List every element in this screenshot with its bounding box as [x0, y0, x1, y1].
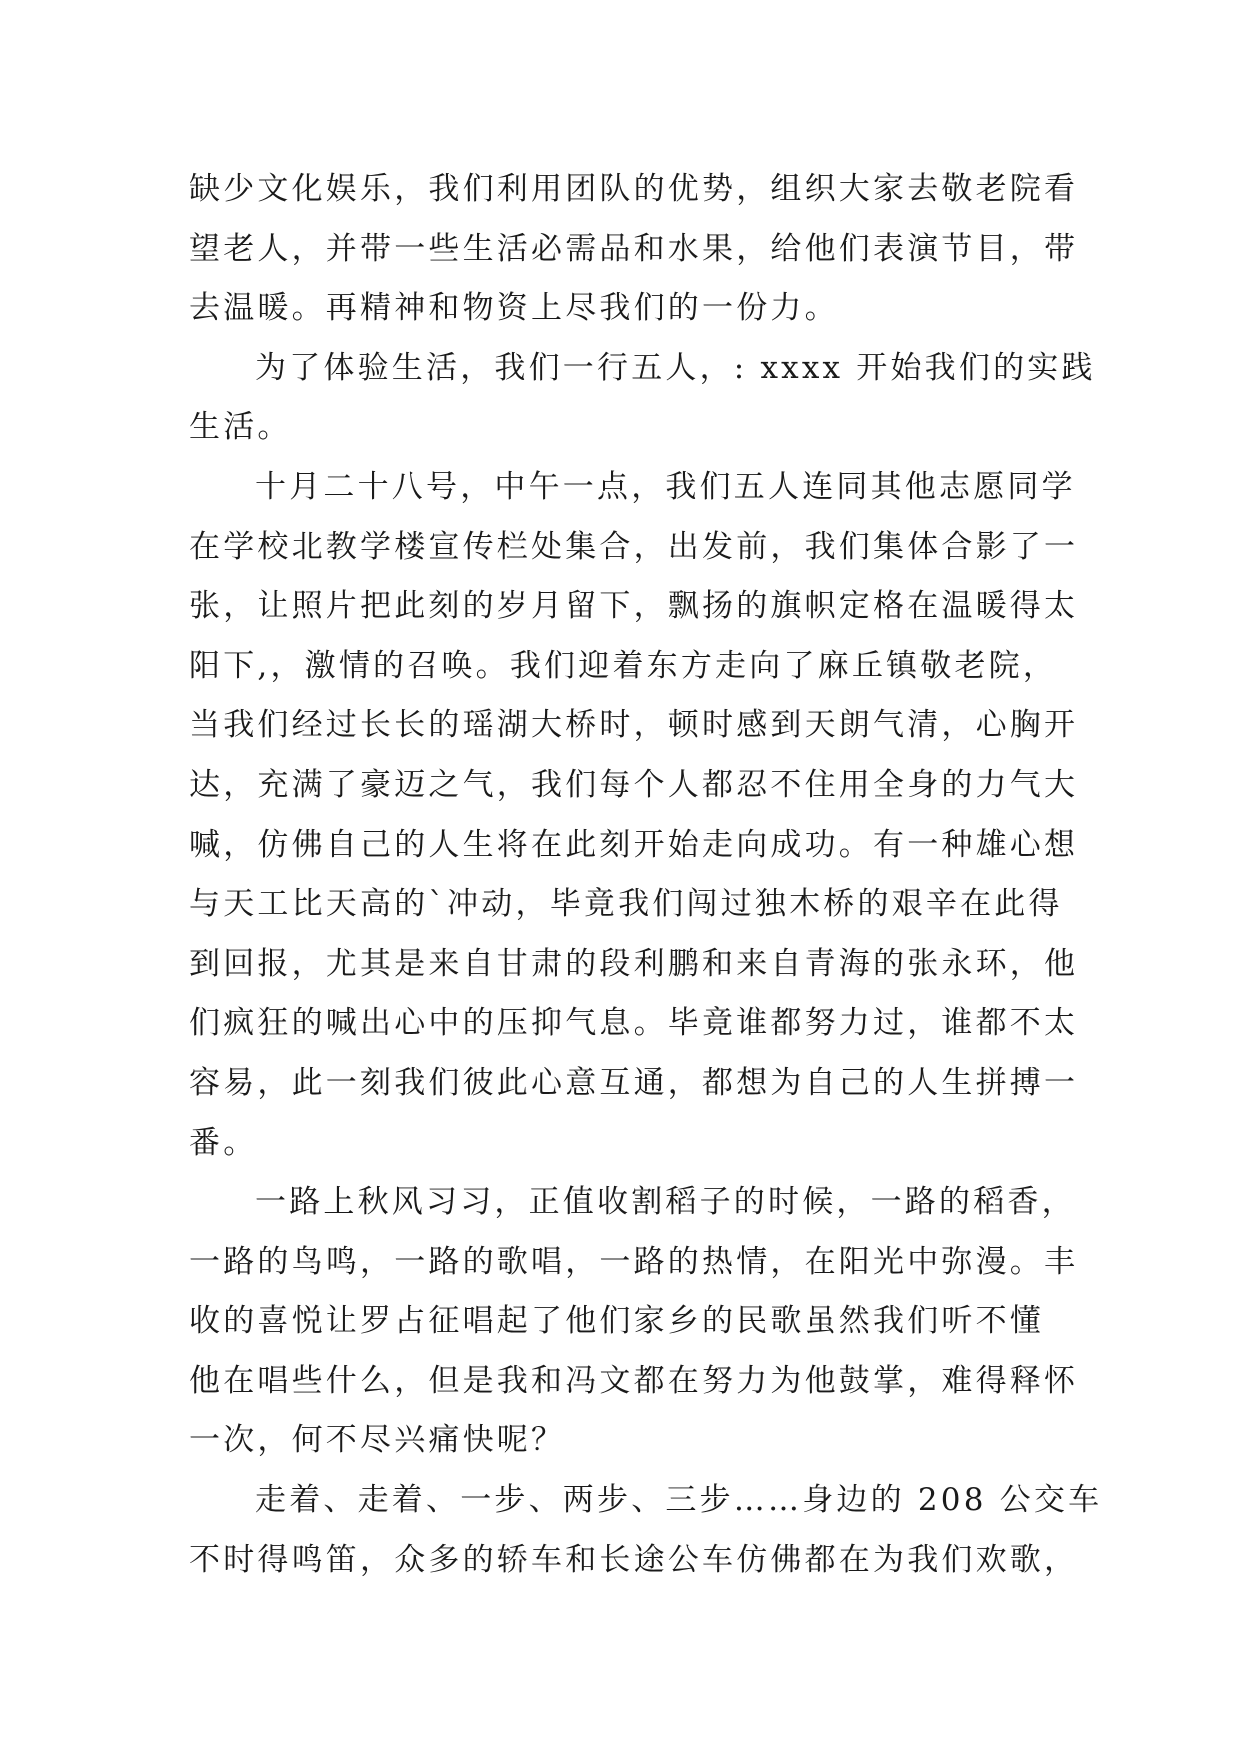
- text-line: 容易，此一刻我们彼此心意互通，都想为自己的人生拼搏一: [189, 1064, 1079, 1101]
- paragraph-first-line: 为了体验生活，我们一行五人，: xxxx 开始我们的实践: [255, 349, 1096, 386]
- text-line: 在学校北教学楼宣传栏处集合，出发前，我们集体合影了一: [189, 528, 1079, 565]
- text-line: 阳下,，激情的召唤。我们迎着东方走向了麻丘镇敬老院，: [189, 647, 1058, 684]
- text-line: 番。: [189, 1124, 258, 1161]
- text-line: 张，让照片把此刻的岁月留下，飘扬的旗帜定格在温暖得太: [189, 588, 1079, 625]
- text-line: 他在唱些什么，但是我和冯文都在努力为他鼓掌，难得释怀: [189, 1362, 1079, 1399]
- text-line: 当我们经过长长的瑶湖大桥时，顿时感到天朗气清，心胸开: [189, 707, 1079, 744]
- text-line: 缺少文化娱乐，我们利用团队的优势，组织大家去敬老院看: [189, 171, 1079, 207]
- text-line: 到回报，尤其是来自甘肃的段利鹏和来自青海的张永环，他: [189, 945, 1079, 982]
- text-line: 喊，仿佛自己的人生将在此刻开始走向成功。有一种雄心想: [189, 826, 1079, 863]
- body-text: [189, 160, 1103, 1590]
- paragraph-first-line: 走着、走着、一步、两步、三步……身边的 208 公交车: [255, 1482, 1103, 1519]
- text-line: 不时得鸣笛，众多的轿车和长途公车仿佛都在为我们欢歌，: [189, 1541, 1079, 1578]
- text-line: 们疯狂的喊出心中的压抑气息。毕竟谁都努力过，谁都不太: [189, 1005, 1079, 1042]
- text-line: 生活。: [189, 409, 292, 446]
- text-line: 望老人，并带一些生活必需品和水果，给他们表演节目，带: [189, 230, 1079, 267]
- text-line: 与天工比天高的`冲动，毕竟我们闯过独木桥的艰辛在此得: [189, 886, 1063, 923]
- text-line: 去温暖。再精神和物资上尽我们的一份力。: [189, 290, 839, 327]
- text-line: 一路的鸟鸣，一路的歌唱，一路的热情，在阳光中弥漫。丰: [189, 1243, 1079, 1280]
- text-line: 收的喜悦让罗占征唱起了他们家乡的民歌虽然我们听不懂: [189, 1303, 1044, 1340]
- paragraph-first-line: 一路上秋风习习，正值收割稻子的时候，一路的稻香，: [255, 1184, 1076, 1221]
- text-line: 达，充满了豪迈之气，我们每个人都忍不住用全身的力气大: [189, 766, 1079, 803]
- text-line: 一次，何不尽兴痛快呢？: [189, 1422, 566, 1459]
- paragraph-first-line: 十月二十八号，中午一点，我们五人连同其他志愿同学: [255, 468, 1076, 505]
